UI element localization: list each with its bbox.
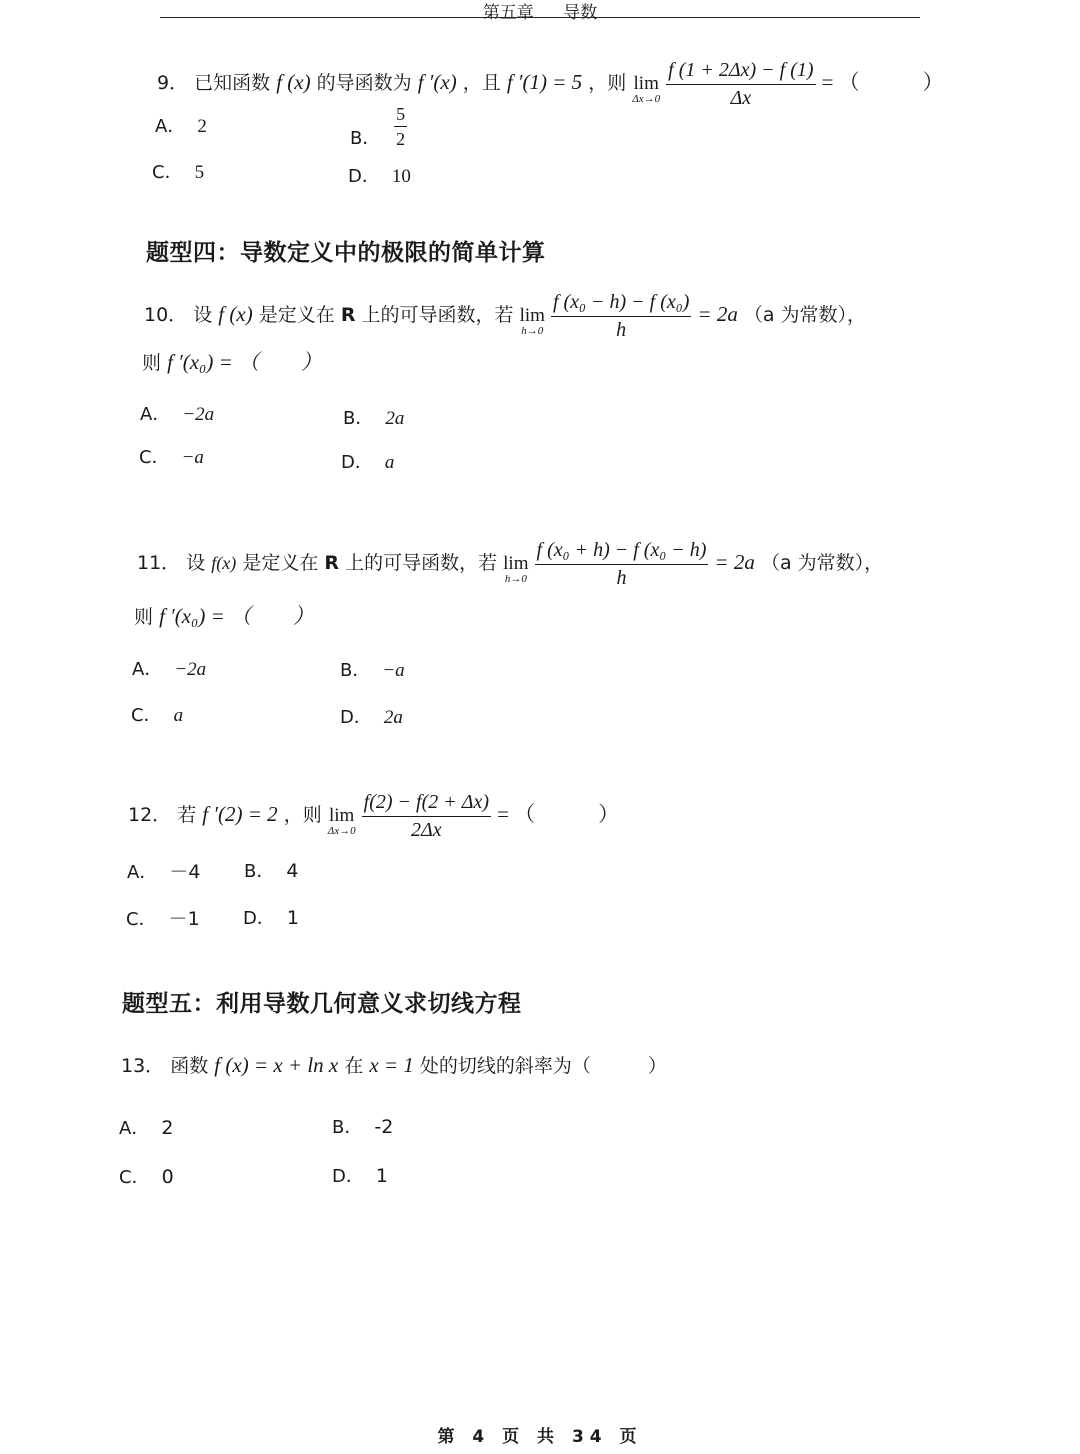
header-rule <box>160 17 920 18</box>
q11-option-b: B． −a <box>340 660 405 681</box>
q9-fx: f (x) <box>276 70 311 94</box>
q10-text-1: 设 <box>193 304 213 326</box>
q9-tail: = （ ） <box>821 70 944 94</box>
q9-option-b: B． $\frac{5}{2}$ <box>350 104 406 149</box>
question-11 <box>137 538 883 589</box>
q12-number: 12． <box>128 804 172 826</box>
question-13 <box>121 1051 667 1078</box>
q12-text-2: ，则 <box>283 804 322 826</box>
q11-derivative: f ′(x₀) = （ ） <box>159 604 315 628</box>
q11-numerator: f (x₀ + h) − f (x₀ − h) <box>535 538 709 565</box>
q9-option-c: C． 5 <box>152 162 205 183</box>
q13-option-d: D． 1 <box>332 1165 388 1187</box>
q12-option-d: D． 1 <box>243 907 299 929</box>
q13-number: 13． <box>121 1055 165 1077</box>
q10-R: R <box>340 304 356 326</box>
q12-option-c: C． －1 <box>126 908 200 930</box>
q9-text-2: 的导函数为 <box>316 72 412 94</box>
q9-limit: lim Δx→0 <box>632 72 661 105</box>
q12-numerator: f(2) − f(2 + Δx) <box>362 790 491 817</box>
section-heading-4: 题型四：导数定义中的极限的简单计算 <box>146 240 546 266</box>
q10-fx: f (x) <box>218 302 253 326</box>
q9-text-3: ，且 <box>462 72 501 94</box>
q12-text-1: 若 <box>177 804 197 826</box>
q10-option-b: B． 2a <box>343 408 405 429</box>
q10-equals: = 2a <box>697 302 738 326</box>
q11-denominator: h <box>616 567 627 589</box>
page-footer: 第 4 页 共 34 页 <box>437 1427 643 1447</box>
q11-equals: = 2a <box>714 550 755 574</box>
q11-line-2: 则 f ′(x₀) = （ ） <box>134 604 315 628</box>
q12-tail: = （ ） <box>497 802 620 826</box>
q11-text-2: 是定义在 <box>242 552 319 574</box>
q9-numerator: f (1 + 2Δx) − f (1) <box>666 58 815 85</box>
q10-option-a: A． −2a <box>140 404 215 425</box>
q13-function: f (x) = x + ln x <box>214 1053 339 1077</box>
q10-option-d: D． a <box>341 452 395 473</box>
q9-option-b-fraction: $\frac{5}{2}$ <box>396 104 406 149</box>
question-12 <box>128 790 619 841</box>
q11-option-c: C． a <box>131 705 184 726</box>
q13-text-2: 在 <box>344 1055 364 1077</box>
q11-fx: f(x) <box>211 553 237 573</box>
question-10 <box>144 290 866 341</box>
q11-limit: lim h→0 <box>503 552 529 585</box>
q11-option-d: D． 2a <box>340 707 403 728</box>
q9-text-4: ，则 <box>588 72 627 94</box>
q11-number: 11． <box>137 552 181 574</box>
q13-text-1: 函数 <box>170 1055 209 1077</box>
chapter-title: 导数 <box>563 3 598 23</box>
q9-option-d: D． 10 <box>348 166 411 187</box>
q10-number: 10． <box>144 304 188 326</box>
q9-condition: f ′(1) = 5 <box>506 70 583 94</box>
q11-text-1: 设 <box>186 552 206 574</box>
q10-fraction <box>551 290 691 341</box>
q9-text-1: 已知函数 <box>194 72 271 94</box>
q9-fraction <box>666 58 815 109</box>
q11-text-3: 上的可导函数，若 <box>345 552 498 574</box>
q10-text-4: （a 为常数）， <box>743 304 867 326</box>
q10-limit: lim h→0 <box>519 304 545 337</box>
page-header <box>0 0 1080 23</box>
q12-limit: lim Δx→0 <box>327 804 356 837</box>
q10-text-3: 上的可导函数，若 <box>361 304 514 326</box>
q11-option-a: A． −2a <box>132 659 207 680</box>
q12-fraction <box>362 790 491 841</box>
question-9 <box>157 58 944 109</box>
q13-point: x = 1 <box>369 1053 414 1077</box>
q12-condition: f ′(2) = 2 <box>202 802 278 826</box>
q13-option-b: B． -2 <box>332 1116 394 1138</box>
q10-line-2: 则 f ′(x₀) = （ ） <box>142 350 323 374</box>
q13-option-c: C． 0 <box>119 1166 174 1188</box>
q10-text-2: 是定义在 <box>258 304 335 326</box>
q12-option-b: B． 4 <box>244 860 299 882</box>
q9-fpx: f ′(x) <box>417 70 457 94</box>
q10-derivative: f ′(x₀) = （ ） <box>167 350 323 374</box>
q10-option-c: C． −a <box>139 447 204 468</box>
q12-denominator: 2Δx <box>411 819 442 841</box>
q11-fraction <box>535 538 709 589</box>
q9-option-a: A． 2 <box>155 116 207 137</box>
q10-numerator: f (x₀ − h) − f (x₀) <box>551 290 691 317</box>
q12-option-a: A． －4 <box>127 861 201 883</box>
chapter-label: 第五章 <box>482 3 534 23</box>
q9-denominator: Δx <box>730 87 752 109</box>
section-heading-5: 题型五：利用导数几何意义求切线方程 <box>122 991 522 1017</box>
q13-option-a: A． 2 <box>119 1117 174 1139</box>
q9-number: 9． <box>157 72 189 94</box>
q11-R: R <box>324 552 340 574</box>
q13-text-3: 处的切线的斜率为（ ） <box>419 1055 667 1077</box>
q10-denominator: h <box>616 319 627 341</box>
q11-text-4: （a 为常数）， <box>760 552 884 574</box>
